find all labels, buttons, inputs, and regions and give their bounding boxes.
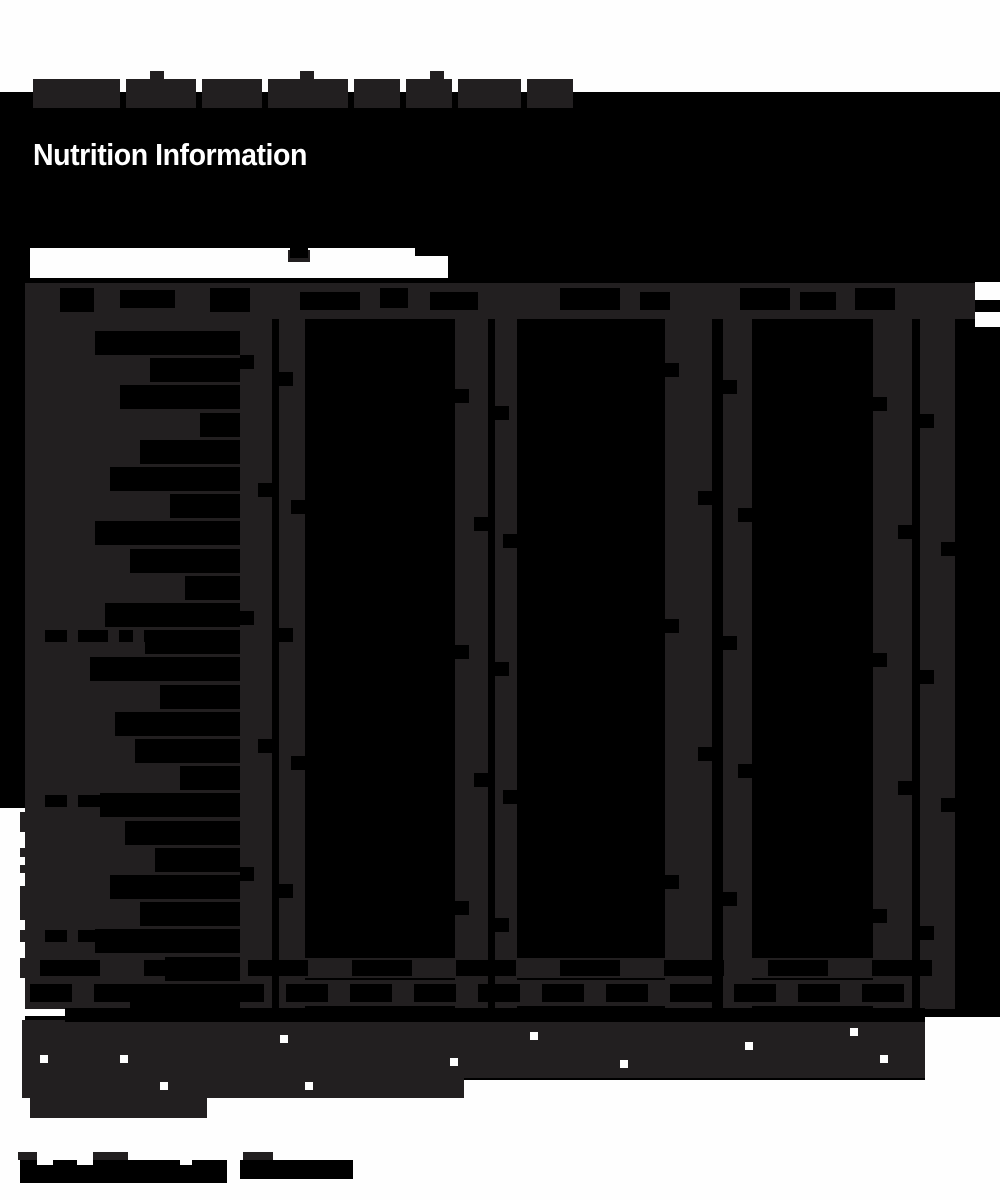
ink-blob <box>60 288 94 312</box>
stripe-notch <box>873 653 887 667</box>
redacted-text-blob <box>243 1152 273 1160</box>
row-carve <box>872 960 932 976</box>
row-carve <box>110 875 240 899</box>
ink-blob <box>448 248 480 278</box>
stripe-notch <box>665 619 679 633</box>
row-carve <box>185 576 240 600</box>
word-gap-speck <box>450 1058 458 1066</box>
row-carve <box>95 331 240 355</box>
stripe-notch <box>698 747 712 761</box>
word-gap-speck <box>850 1028 858 1036</box>
redacted-text-blob <box>150 71 164 80</box>
ink-blob <box>300 292 360 310</box>
leader-dots <box>119 795 133 807</box>
stripe-notch <box>240 867 254 881</box>
stripe-notch <box>291 756 305 770</box>
word-gap-speck <box>880 1055 888 1063</box>
row-carve <box>768 960 828 976</box>
row-carve <box>94 984 136 1002</box>
footnote-block <box>30 1098 207 1118</box>
row-carve <box>160 685 240 709</box>
row-carve <box>560 960 620 976</box>
stripe-notch <box>495 662 509 676</box>
ink-blob <box>380 288 408 308</box>
ink-blob <box>560 288 620 310</box>
stripe-notch <box>474 773 488 787</box>
row-carve <box>135 739 240 763</box>
row-carve <box>115 712 240 736</box>
leader-dots <box>78 795 108 807</box>
paper-band <box>30 248 448 278</box>
word-gap-speck <box>37 1160 53 1165</box>
stripe-notch <box>898 781 912 795</box>
redacted-text-blob <box>20 848 28 857</box>
ink-blob <box>800 292 836 310</box>
stripe-notch <box>665 875 679 889</box>
stripe-notch <box>258 483 272 497</box>
stripe-notch <box>738 508 752 522</box>
row-carve <box>155 848 240 872</box>
redacted-text-blob <box>300 71 314 80</box>
word-gap-speck <box>120 1055 128 1063</box>
stripe-notch <box>698 491 712 505</box>
ink-blob <box>290 248 308 258</box>
stripe-notch <box>873 909 887 923</box>
leader-dots <box>144 930 170 942</box>
stripe-notch <box>503 534 517 548</box>
row-carve <box>90 657 240 681</box>
row-carve <box>542 984 584 1002</box>
leader-dots <box>119 930 133 942</box>
row-carve <box>734 984 776 1002</box>
paper-right-edge <box>975 312 1000 327</box>
row-carve <box>170 494 240 518</box>
stripe-notch <box>474 517 488 531</box>
row-carve <box>478 984 520 1002</box>
stripe-notch <box>455 645 469 659</box>
row-carve <box>150 358 240 382</box>
stripe-notch <box>495 918 509 932</box>
row-carve <box>40 960 100 976</box>
row-carve <box>456 960 516 976</box>
ink-blob <box>740 288 790 310</box>
redacted-text-blob <box>18 1152 37 1160</box>
stripe-notch <box>738 764 752 778</box>
ink-blob <box>855 288 895 310</box>
ink-blob <box>120 290 175 308</box>
stripe-notch <box>455 389 469 403</box>
stripe-notch <box>240 355 254 369</box>
leader-dots <box>144 795 170 807</box>
word-gap-speck <box>530 1032 538 1040</box>
word-gap-speck <box>77 1160 93 1165</box>
column-gutter <box>712 319 723 1009</box>
word-gap-speck <box>305 1082 313 1090</box>
word-gap-speck <box>160 1082 168 1090</box>
leader-dots <box>45 930 67 942</box>
leader-dots <box>78 630 108 642</box>
row-carve <box>105 603 240 627</box>
stripe-notch <box>279 884 293 898</box>
stripe-notch <box>258 739 272 753</box>
ink-blob <box>210 288 250 312</box>
footnote-block <box>22 1078 464 1098</box>
row-carve <box>120 385 240 409</box>
redacted-text-blob <box>430 71 444 80</box>
stripe-notch <box>920 414 934 428</box>
stripe-notch <box>920 926 934 940</box>
row-carve <box>125 821 240 845</box>
row-carve <box>352 960 412 976</box>
column-gutter <box>912 319 920 1009</box>
row-carve <box>200 413 240 437</box>
leader-dots <box>78 930 108 942</box>
stripe-notch <box>495 406 509 420</box>
nutrition-information-heading: Nutrition Information <box>33 136 307 172</box>
row-carve <box>670 984 712 1002</box>
redacted-text-blob <box>20 930 28 942</box>
row-carve <box>222 984 264 1002</box>
ink-blob <box>640 292 670 310</box>
stripe-notch <box>723 892 737 906</box>
row-carve <box>95 521 240 545</box>
stripe-notch <box>279 628 293 642</box>
stripe-notch <box>723 636 737 650</box>
ink-blob <box>430 292 478 310</box>
row-carve <box>140 902 240 926</box>
row-carve <box>664 960 724 976</box>
footnote-rule <box>65 1008 925 1022</box>
stripe-notch <box>941 798 955 812</box>
row-carve <box>350 984 392 1002</box>
word-gap-speck <box>180 1160 192 1165</box>
stripe-notch <box>503 790 517 804</box>
stripe-notch <box>898 525 912 539</box>
stripe-notch <box>941 542 955 556</box>
row-carve <box>606 984 648 1002</box>
footnote-block <box>22 1020 925 1078</box>
leader-dots <box>144 630 170 642</box>
redacted-text-blob <box>20 812 28 832</box>
column-gutter <box>272 319 279 1009</box>
stripe-notch <box>873 397 887 411</box>
word-gap-speck <box>280 1035 288 1043</box>
redacted-text-blob <box>20 886 28 920</box>
row-carve <box>414 984 456 1002</box>
row-carve <box>798 984 840 1002</box>
paper-right-edge <box>975 282 1000 300</box>
row-carve <box>140 440 240 464</box>
stripe-notch <box>665 363 679 377</box>
row-carve <box>286 984 328 1002</box>
stripe-notch <box>723 380 737 394</box>
redacted-text-blob <box>20 865 28 873</box>
redacted-text-blob <box>279 319 305 1009</box>
brand-wordmark-blob <box>240 1160 353 1179</box>
row-carve <box>158 984 200 1002</box>
word-gap-speck <box>40 1055 48 1063</box>
row-carve <box>30 984 72 1002</box>
row-carve <box>180 766 240 790</box>
row-carve <box>248 960 308 976</box>
word-gap-speck <box>620 1060 628 1068</box>
word-gap-speck <box>745 1042 753 1050</box>
paper-bottom-right <box>925 1017 1000 1080</box>
stripe-notch <box>279 372 293 386</box>
row-carve <box>110 467 240 491</box>
row-carve <box>144 960 204 976</box>
redacted-text-blob <box>93 1152 128 1160</box>
redacted-text-blob <box>240 319 272 1009</box>
stripe-notch <box>455 901 469 915</box>
redacted-text-blob <box>665 319 712 1009</box>
column-gutter <box>488 319 495 1009</box>
row-carve <box>862 984 904 1002</box>
stripe-notch <box>291 500 305 514</box>
leader-dots <box>45 630 67 642</box>
row-carve <box>130 549 240 573</box>
redacted-text-blob <box>20 958 28 978</box>
stripe-notch <box>920 670 934 684</box>
leader-dots <box>119 630 133 642</box>
stripe-notch <box>240 611 254 625</box>
leader-dots <box>45 795 67 807</box>
